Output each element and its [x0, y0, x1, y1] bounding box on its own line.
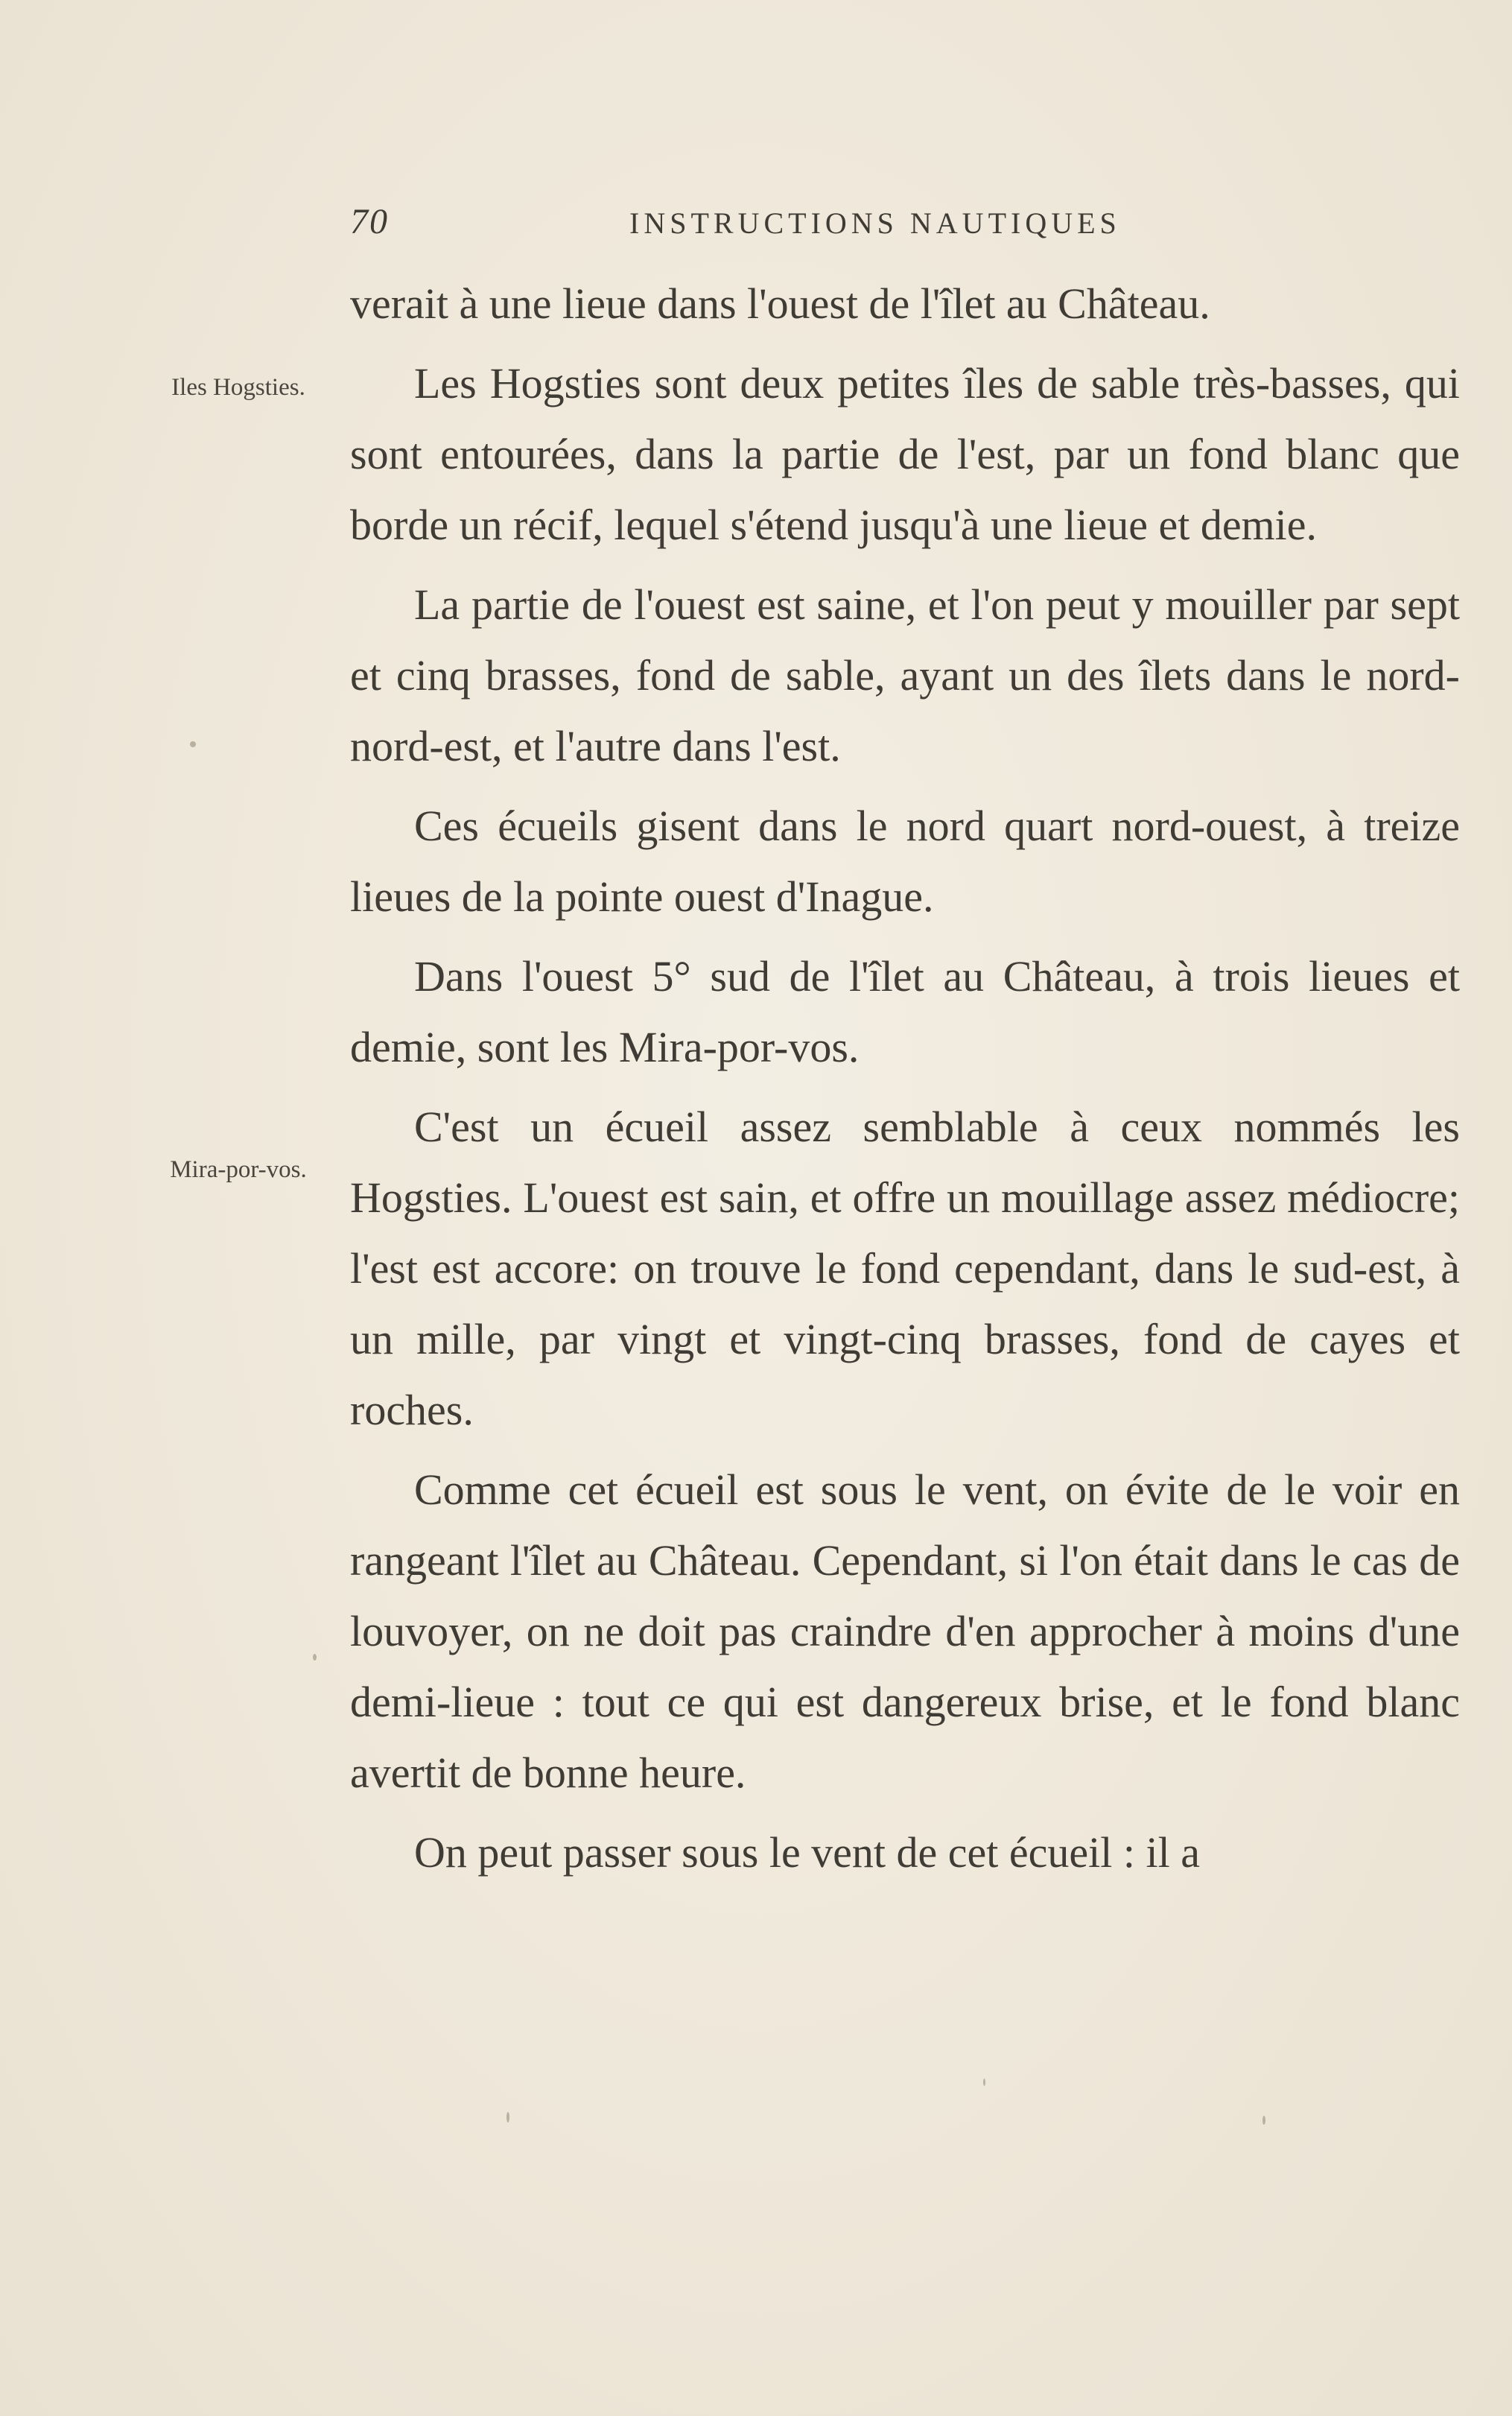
margin-note-hogsties: Iles Hogsties.	[171, 374, 305, 401]
paper-speck	[506, 2112, 509, 2122]
paragraph-ecueil-description: C'est un écueil assez semblable à ceux nommés les Hogsties. L'ouest est sain, et offre un mouillage assez médiocre; l'est est accore: on trouve le fond cependant, dans le sud-est, à un mille, par vingt et vingt-cinq brasses, fond de cayes et roches.	[350, 1103, 1460, 1434]
page-number: 70	[350, 202, 389, 241]
paragraph-passage: On peut passer sous le vent de cet écueil : il a	[414, 1828, 1200, 1877]
paragraph-mira-por-vos: Dans l'ouest 5° sud de l'îlet au Château, à trois lieues et demie, sont les Mira-por-vos.	[350, 952, 1460, 1071]
paragraph-continuation: verait à une lieue dans l'ouest de l'îlet au Château.	[350, 279, 1210, 328]
body-text	[350, 268, 1460, 1888]
paper-speck	[190, 741, 196, 747]
paper-speck	[313, 1654, 317, 1661]
paragraph-sous-le-vent: Comme cet écueil est sous le vent, on évite de le voir en rangeant l'îlet au Château. Cependant, si l'on était dans le cas de louvoyer, on ne doit pas craindre d'en approcher à moins d'une demi-lieue : tout ce qui est dangereux brise, et le fond blanc avertit de bonne heure.	[350, 1465, 1460, 1797]
page-header	[350, 201, 1467, 253]
paper-speck	[983, 2079, 985, 2086]
paragraph-ecueils: Ces écueils gisent dans le nord quart nord-ouest, à treize lieues de la pointe ouest d'Inague.	[350, 802, 1460, 921]
running-title: INSTRUCTIONS NAUTIQUES	[629, 206, 1121, 240]
paragraph-hogsties: Les Hogsties sont deux petites îles de sable très-basses, qui sont entourées, dans la partie de l'est, par un fond blanc que borde un récif, lequel s'étend jusqu'à une lieue et demie.	[350, 359, 1460, 549]
margin-note-mira-por-vos: Mira-por-vos.	[170, 1156, 307, 1183]
paper-speck	[1262, 2116, 1265, 2125]
paragraph-west-side: La partie de l'ouest est saine, et l'on peut y mouiller par sept et cinq brasses, fond de sable, ayant un des îlets dans le nord-nord-est, et l'autre dans l'est.	[350, 580, 1460, 770]
